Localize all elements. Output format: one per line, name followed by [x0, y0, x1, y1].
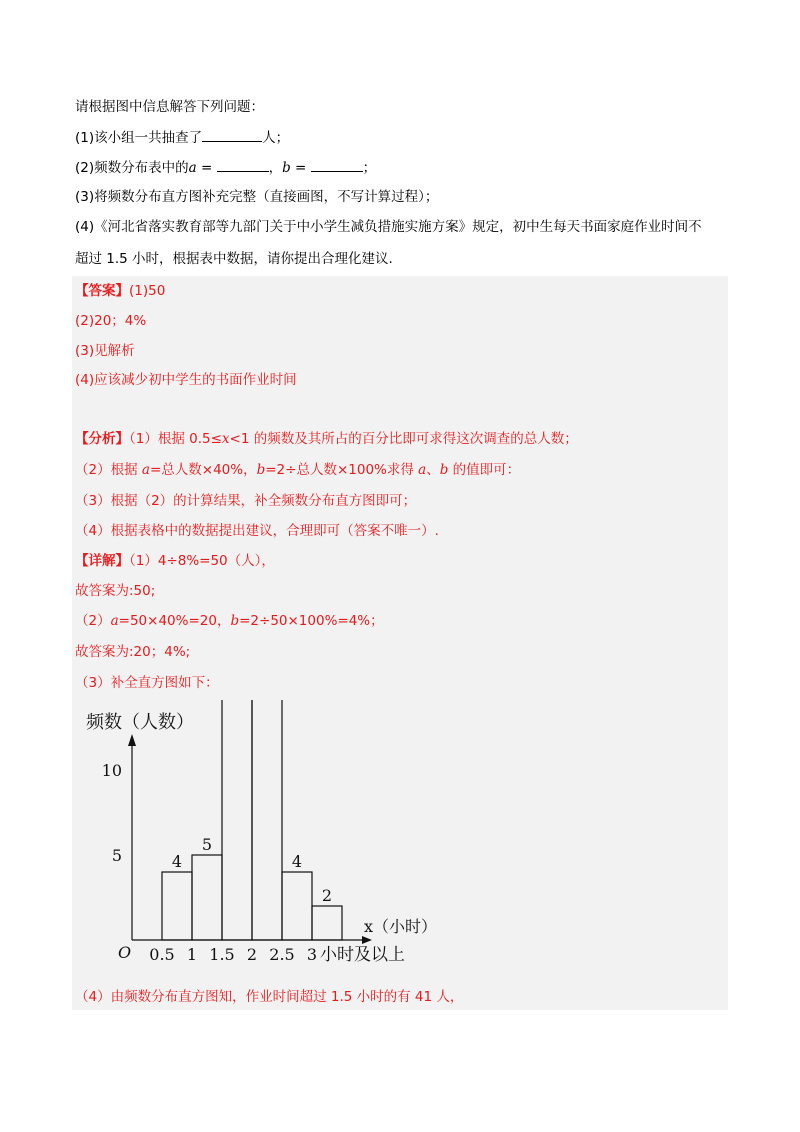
analysis-2	[75, 461, 520, 479]
x-tick-label: 2	[246, 945, 258, 964]
q2-eq1: =	[196, 160, 217, 176]
histogram-bar	[162, 872, 192, 940]
detail-2-end: =2÷50×100%=4%；	[239, 613, 384, 629]
y-tick-label: 10	[101, 761, 122, 780]
detail-2-a: a	[110, 613, 119, 629]
q2-var-b: b	[282, 160, 291, 176]
q2-blank-b	[311, 158, 363, 172]
histogram-bar	[282, 872, 312, 940]
detail-4: （4）由频数分布直方图知，作业时间超过 1.5 小时的有 41 人，	[75, 989, 464, 1005]
q2-blank-a	[217, 158, 269, 172]
analysis-2-b: b	[256, 462, 266, 478]
bar-value-label: 2	[321, 886, 333, 905]
bar-value-label: 4	[291, 852, 303, 871]
detail-1	[75, 552, 275, 570]
analysis-2-pre: （2）根据	[75, 462, 142, 478]
histogram-bar	[192, 855, 222, 940]
q1-blank	[202, 128, 262, 142]
analysis-1-pre: （1）根据 0.5≤	[129, 431, 222, 447]
y-axis-title: 频数（人数）	[86, 712, 194, 733]
q1-suffix: 人；	[262, 130, 290, 146]
analysis-label: 【分析】	[75, 431, 129, 447]
analysis-3: （3）根据（2）的计算结果，补全频数分布直方图即可；	[75, 493, 417, 509]
x-tick-label: 2.5	[269, 945, 295, 964]
detail-2-answer: 故答案为:20；4%;	[75, 644, 191, 660]
bar-value-label: 4	[171, 852, 183, 871]
detail-3: （3）补全直方图如下：	[75, 675, 219, 691]
question-intro: 请根据图中信息解答下列问题：	[75, 99, 264, 115]
origin-label: O	[118, 943, 132, 962]
detail-label: 【详解】	[75, 553, 129, 569]
analysis-2-a: a	[141, 462, 150, 478]
detail-2-mid: =50×40%=20，	[118, 613, 231, 629]
axes	[128, 734, 372, 944]
x-tick-label: 1.5	[209, 945, 235, 964]
analysis-1-post: <1 的频数及其所占的百分比即可求得这次调查的总人数；	[229, 431, 578, 447]
bars	[162, 700, 342, 940]
detail-2	[75, 612, 384, 630]
histogram-bar	[222, 700, 252, 940]
y-axis-arrow	[128, 734, 136, 746]
q2-sep: ，	[268, 160, 283, 176]
x-axis-arrow	[362, 936, 372, 944]
detail-2-pre: （2）	[75, 613, 111, 629]
analysis-2-end: 的值即可：	[448, 462, 521, 478]
x-axis-title: x（小时）	[364, 917, 438, 936]
analysis-2-and: 、	[426, 462, 440, 478]
detail-2-b: b	[230, 613, 240, 629]
q2-eq2: =	[290, 160, 311, 176]
analysis-2-mid2: =2÷总人数×100%求得	[265, 462, 419, 478]
question-1	[75, 128, 289, 147]
x-tick-label: 1	[186, 945, 198, 964]
analysis-1-x: x	[221, 431, 230, 447]
answer-4: (4)应该减少初中学生的书面作业时间	[75, 372, 297, 388]
answer-1	[75, 282, 165, 300]
analysis-4: （4）根据表格中的数据提出建议，合理即可（答案不唯一）.	[75, 523, 439, 539]
answer-1-text: (1)50	[129, 283, 166, 299]
analysis-1	[75, 430, 578, 448]
q2-end: ；	[362, 160, 377, 176]
bar-value-label: 5	[201, 835, 213, 854]
answer-label: 【答案】	[75, 283, 129, 299]
histogram-bar	[312, 906, 342, 940]
detail-1-text: （1）4÷8%=50（人），	[129, 553, 275, 569]
question-3: (3)将频数分布直方图补充完整（直接画图，不写计算过程）；	[75, 189, 439, 205]
analysis-2-a2: a	[418, 462, 427, 478]
answer-3: (3)见解析	[75, 343, 135, 359]
q1-prefix: (1)该小组一共抽查了	[75, 130, 203, 146]
y-tick-label: 5	[111, 846, 122, 865]
q2-prefix: (2)频数分布表中的	[75, 160, 189, 176]
question-4-line-1: (4)《河北省落实教育部等九部门关于中小学生减负措施实施方案》规定，初中生每天书面家庭作业时间不	[75, 219, 702, 235]
frequency-histogram	[72, 700, 456, 976]
x-tick-label: 0.5	[149, 945, 175, 964]
last-bin-label: 小时及以上	[320, 945, 405, 965]
question-2	[75, 158, 376, 177]
analysis-2-b2: b	[439, 462, 449, 478]
q2-var-a: a	[188, 160, 197, 176]
question-4-line-2: 超过 1.5 小时，根据表中数据，请你提出合理化建议.	[75, 251, 393, 267]
x-ticks	[149, 945, 317, 964]
analysis-2-mid: =总人数×40%，	[149, 462, 257, 478]
histogram-bar	[252, 700, 282, 940]
answer-2: (2)20；4%	[75, 313, 147, 329]
x-tick-label: 3	[306, 945, 318, 964]
detail-1-answer: 故答案为:50;	[75, 583, 156, 599]
